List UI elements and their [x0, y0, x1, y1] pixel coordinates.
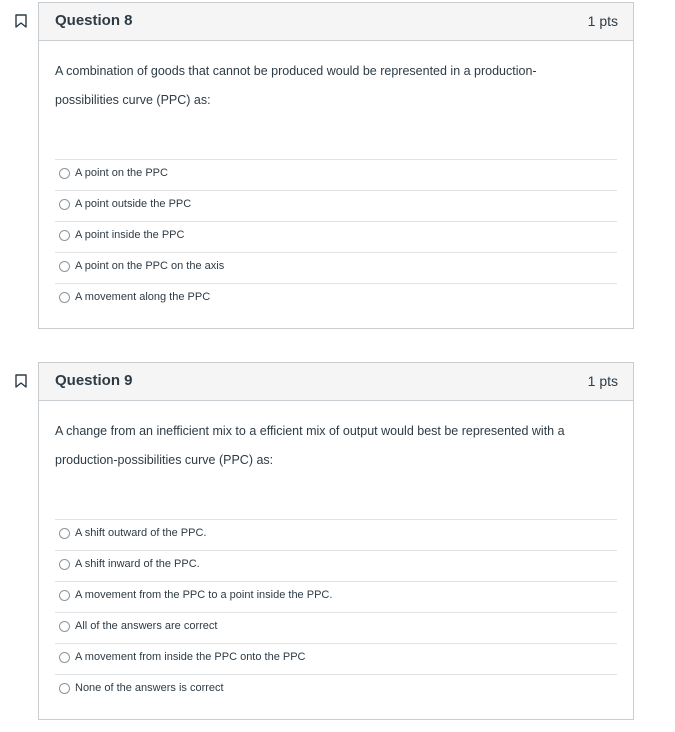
question-title: Question 8	[55, 12, 133, 29]
answer-label: A point on the PPC on the axis	[75, 260, 225, 272]
answer-option[interactable]	[55, 643, 617, 674]
answer-label: A movement along the PPC	[75, 291, 211, 303]
question-8	[38, 2, 634, 329]
answer-option[interactable]	[55, 519, 617, 550]
answer-label: All of the answers are correct	[75, 620, 218, 632]
answer-label: A shift inward of the PPC.	[75, 558, 200, 570]
answer-label: A point inside the PPC	[75, 229, 185, 241]
flag-question-9-icon[interactable]	[14, 374, 28, 388]
question-text	[39, 41, 633, 115]
question-text-line: production-possibilities curve (PPC) as:	[55, 453, 274, 467]
radio-unchecked-icon[interactable]	[59, 621, 70, 632]
answer-label: A movement from the PPC to a point inside the PPC.	[75, 589, 333, 601]
answer-list	[55, 159, 617, 314]
answer-option[interactable]	[55, 283, 617, 314]
question-points: 1 pts	[587, 13, 618, 29]
question-header	[39, 363, 633, 401]
answer-label: A movement from inside the PPC onto the PPC	[75, 651, 306, 663]
radio-unchecked-icon[interactable]	[59, 261, 70, 272]
radio-unchecked-icon[interactable]	[59, 230, 70, 241]
question-points: 1 pts	[587, 373, 618, 389]
radio-unchecked-icon[interactable]	[59, 168, 70, 179]
question-header	[39, 3, 633, 41]
radio-unchecked-icon[interactable]	[59, 683, 70, 694]
flag-question-8-icon[interactable]	[14, 14, 28, 28]
radio-unchecked-icon[interactable]	[59, 292, 70, 303]
answer-list	[55, 519, 617, 705]
answer-label: A point outside the PPC	[75, 198, 192, 210]
question-text	[39, 401, 633, 475]
question-title: Question 9	[55, 372, 133, 389]
question-text-line: A combination of goods that cannot be produced would be represented in a production-	[55, 64, 537, 78]
answer-option[interactable]	[55, 159, 617, 190]
question-9	[38, 362, 634, 720]
radio-unchecked-icon[interactable]	[59, 590, 70, 601]
radio-unchecked-icon[interactable]	[59, 652, 70, 663]
answer-label: None of the answers is correct	[75, 682, 224, 694]
radio-unchecked-icon[interactable]	[59, 528, 70, 539]
question-text-line: A change from an inefficient mix to a efficient mix of output would best be represented with a	[55, 424, 565, 438]
answer-option[interactable]	[55, 550, 617, 581]
answer-option[interactable]	[55, 190, 617, 221]
answer-option[interactable]	[55, 252, 617, 283]
radio-unchecked-icon[interactable]	[59, 559, 70, 570]
question-text-line: possibilities curve (PPC) as:	[55, 93, 211, 107]
answer-label: A shift outward of the PPC.	[75, 527, 207, 539]
radio-unchecked-icon[interactable]	[59, 199, 70, 210]
answer-label: A point on the PPC	[75, 167, 168, 179]
answer-option[interactable]	[55, 221, 617, 252]
answer-option[interactable]	[55, 674, 617, 705]
answer-option[interactable]	[55, 581, 617, 612]
answer-option[interactable]	[55, 612, 617, 643]
